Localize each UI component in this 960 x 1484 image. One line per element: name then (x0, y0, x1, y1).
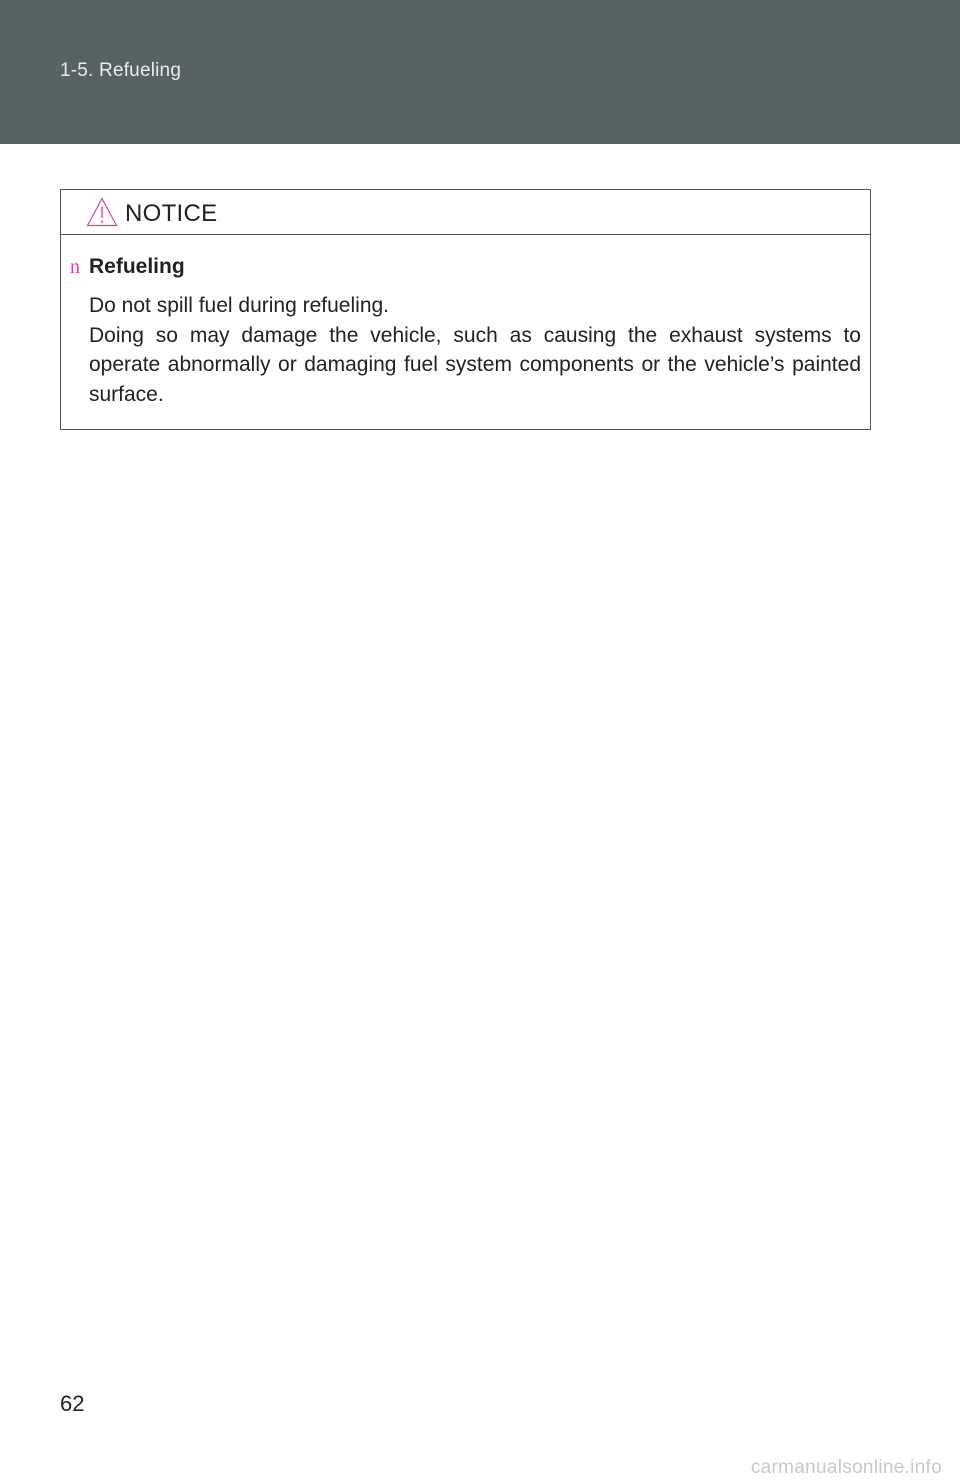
warning-triangle-icon (86, 197, 118, 227)
page-number: 62 (60, 1391, 85, 1416)
bullet-marker: n (70, 256, 80, 278)
watermark-text: carmanualsonline.info (750, 1457, 942, 1478)
notice-subheading: Refueling (89, 255, 185, 278)
notice-box (60, 189, 871, 430)
notice-paragraph: Doing so may damage the vehicle, such as causing the exhaust systems to operate abnormally or damaging fuel system components or the vehicle’s painted surface. (89, 323, 861, 406)
notice-line-1: Do not spill fuel during refueling. (89, 294, 390, 317)
notice-label: NOTICE (125, 200, 218, 227)
section-title: 1-5. Refueling (60, 60, 182, 81)
header-band (0, 0, 960, 144)
notice-header (61, 190, 870, 235)
notice-body (89, 291, 861, 409)
